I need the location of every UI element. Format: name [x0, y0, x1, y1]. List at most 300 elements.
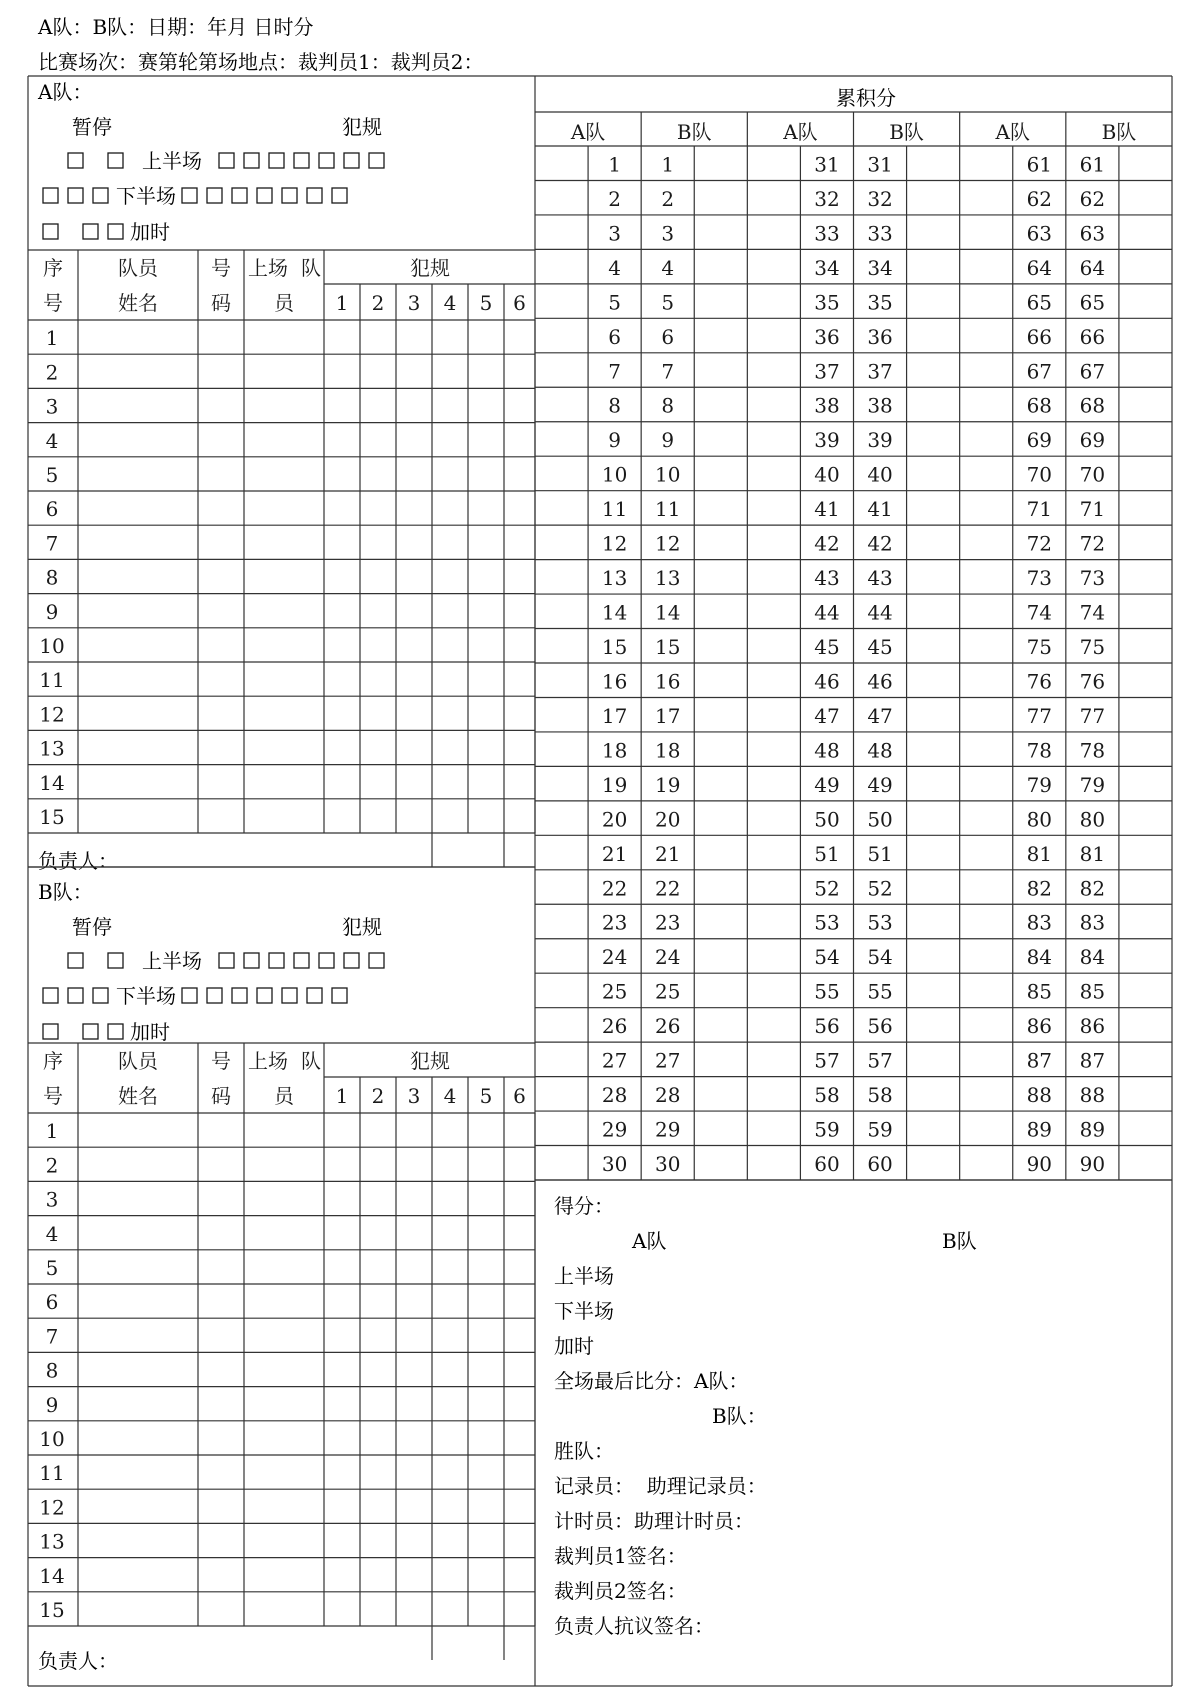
timeout-checkbox[interactable] — [93, 188, 108, 203]
running-score-b-number: 27 — [654, 1048, 681, 1073]
running-score-a-number: 55 — [814, 979, 840, 1004]
foul-checkbox[interactable] — [219, 153, 234, 168]
foul-number-header: 6 — [513, 1084, 526, 1108]
running-score-b-number: 78 — [1079, 738, 1106, 763]
number-header-top: 号 — [211, 1049, 231, 1073]
running-score-b-number: 17 — [654, 703, 681, 728]
running-score-b-number: 33 — [867, 221, 893, 246]
player-row-number: 4 — [45, 428, 59, 453]
team-b-section — [38, 880, 526, 1673]
running-score-b-number: 51 — [867, 841, 893, 866]
running-score-b-number: 34 — [867, 255, 893, 280]
running-score-a-number: 79 — [1026, 772, 1053, 797]
running-score-a-number: 27 — [601, 1048, 628, 1073]
timeout-checkbox[interactable] — [108, 953, 123, 968]
running-score-a-number: 4 — [608, 255, 621, 280]
running-score-b-number: 56 — [867, 1014, 893, 1039]
summary-protest-sign: 负责人抗议签名： — [554, 1614, 714, 1638]
summary-overtime: 加时 — [554, 1334, 594, 1358]
team-a-second-half-label: 下半场 — [116, 184, 176, 208]
running-score-b-number: 6 — [661, 324, 675, 349]
running-score-a-number: 60 — [814, 1152, 840, 1176]
team-a-manager-label: 负责人： — [38, 849, 118, 873]
player-row-number: 2 — [45, 360, 59, 385]
running-score-a-number: 85 — [1026, 979, 1053, 1004]
team-b-manager-label: 负责人： — [38, 1649, 118, 1673]
foul-checkbox[interactable] — [232, 188, 247, 203]
running-score-b-number: 26 — [654, 1014, 681, 1039]
running-score-a-number: 73 — [1026, 566, 1053, 591]
player-row-number: 10 — [39, 634, 65, 658]
timeout-checkbox[interactable] — [68, 188, 83, 203]
team-header: 队 — [301, 256, 321, 280]
running-score-b-number: 70 — [1079, 462, 1106, 487]
running-score-b-number: 71 — [1079, 497, 1106, 522]
running-score-a-number: 86 — [1026, 1014, 1053, 1039]
running-score-b-number: 9 — [661, 428, 675, 453]
player-row-number: 11 — [39, 668, 65, 693]
running-score-a-number: 18 — [601, 738, 628, 763]
foul-number-header: 3 — [407, 1084, 421, 1108]
running-score-a-number: 38 — [814, 393, 840, 418]
running-score-a-number: 67 — [1026, 359, 1053, 384]
name-header-top: 队员 — [118, 256, 158, 280]
running-score-a-number: 68 — [1026, 393, 1053, 418]
running-score-a-number: 11 — [601, 497, 628, 522]
player-row-number: 4 — [45, 1221, 59, 1246]
running-score-b-number: 14 — [654, 600, 681, 625]
running-score-a-number: 26 — [601, 1014, 628, 1039]
running-score-b-number: 50 — [867, 807, 893, 832]
running-score-b-number: 54 — [867, 945, 893, 970]
timeout-checkbox[interactable] — [68, 988, 83, 1003]
fouls-header: 犯规 — [410, 256, 450, 280]
player-row-number: 6 — [45, 1290, 59, 1315]
foul-number-header: 5 — [479, 1084, 493, 1108]
running-score-b-number: 21 — [654, 841, 681, 866]
player-row-number: 2 — [45, 1153, 59, 1178]
running-score-col-header: B队 — [676, 120, 712, 144]
running-score-a-number: 82 — [1026, 876, 1053, 901]
running-score-a-number: 31 — [814, 152, 840, 177]
running-score-a-number: 2 — [608, 186, 621, 211]
running-score-b-number: 66 — [1079, 324, 1106, 349]
name-header-top: 队员 — [118, 1049, 158, 1073]
running-score-a-number: 24 — [601, 945, 628, 970]
team-b-second-half-label: 下半场 — [116, 984, 176, 1008]
foul-checkbox[interactable] — [344, 953, 359, 968]
summary-team-a: A队 — [632, 1229, 667, 1253]
header-line-match-info: 比赛场次：赛第轮第场地点：裁判员1：裁判员2： — [38, 50, 484, 74]
running-score-a-number: 17 — [601, 703, 628, 728]
running-score-a-number: 20 — [601, 807, 628, 832]
foul-checkbox[interactable] — [257, 188, 272, 203]
foul-checkbox[interactable] — [269, 953, 284, 968]
running-score-b-number: 87 — [1079, 1048, 1106, 1073]
summary-referee2-sign: 裁判员2签名： — [554, 1579, 687, 1603]
running-score-a-number: 8 — [608, 393, 621, 418]
running-score-b-number: 47 — [867, 703, 893, 728]
running-score-a-number: 87 — [1026, 1048, 1053, 1073]
foul-number-header: 2 — [371, 291, 385, 315]
running-score-a-number: 46 — [814, 669, 840, 694]
running-score-b-number: 18 — [654, 738, 681, 763]
running-score-b-number: 38 — [867, 393, 893, 418]
player-row-number: 13 — [39, 736, 65, 761]
running-score-b-number: 8 — [661, 393, 675, 418]
foul-number-header: 1 — [335, 1084, 349, 1108]
foul-number-header: 6 — [513, 291, 526, 315]
running-score-a-number: 10 — [601, 462, 628, 487]
foul-checkbox[interactable] — [369, 153, 384, 168]
running-score-b-number: 19 — [654, 772, 681, 797]
running-score-b-number: 35 — [867, 290, 893, 315]
running-score-b-number: 64 — [1079, 255, 1106, 280]
summary-final-a: 全场最后比分：A队： — [554, 1369, 749, 1393]
running-score-b-number: 59 — [867, 1117, 893, 1142]
number-header-bottom: 码 — [211, 291, 231, 315]
running-score-a-number: 69 — [1026, 428, 1053, 453]
foul-checkbox[interactable] — [307, 188, 322, 203]
running-score-b-number: 53 — [867, 910, 893, 935]
summary-score-label: 得分： — [554, 1194, 614, 1218]
running-score-a-number: 74 — [1026, 600, 1053, 625]
foul-number-header: 5 — [479, 291, 493, 315]
player-row-number: 11 — [39, 1461, 65, 1486]
running-score-b-number: 89 — [1079, 1117, 1106, 1142]
running-score-a-number: 89 — [1026, 1117, 1053, 1142]
running-score-a-number: 90 — [1026, 1152, 1053, 1176]
running-score-b-number: 7 — [661, 359, 675, 384]
foul-checkbox[interactable] — [207, 988, 222, 1003]
running-score-a-number: 72 — [1026, 531, 1053, 556]
running-score-b-number: 74 — [1079, 600, 1106, 625]
foul-checkbox[interactable] — [244, 953, 259, 968]
running-score-a-number: 41 — [814, 497, 840, 522]
foul-number-header: 3 — [407, 291, 421, 315]
player-row-number: 14 — [39, 770, 65, 795]
running-score-b-number: 55 — [867, 979, 893, 1004]
running-score-col-header: A队 — [570, 120, 606, 144]
foul-checkbox[interactable] — [182, 188, 197, 203]
running-score-a-number: 47 — [814, 703, 840, 728]
running-score-b-number: 72 — [1079, 531, 1106, 556]
running-score-col-header: A队 — [783, 120, 818, 144]
team-a-overtime-label: 加时 — [130, 220, 170, 244]
foul-checkbox[interactable] — [207, 188, 222, 203]
player-row-number: 9 — [45, 599, 59, 624]
player-row-number: 15 — [39, 1598, 65, 1622]
name-header-bottom: 姓名 — [118, 1084, 158, 1108]
running-score-b-number: 42 — [867, 531, 893, 556]
running-score-a-number: 66 — [1026, 324, 1053, 349]
player-row-number: 10 — [39, 1427, 65, 1451]
running-score-a-number: 49 — [814, 772, 840, 797]
running-score-a-number: 3 — [608, 221, 621, 246]
running-score-b-number: 29 — [654, 1117, 681, 1142]
running-score-b-number: 30 — [654, 1152, 681, 1176]
team-a-player-table — [39, 256, 526, 829]
running-score-a-number: 15 — [601, 635, 628, 659]
foul-checkbox[interactable] — [282, 988, 297, 1003]
team-a-tally-checkboxes — [43, 153, 384, 239]
foul-checkbox[interactable] — [294, 953, 309, 968]
foul-number-header: 4 — [443, 1084, 457, 1108]
seq-header-top: 序 — [43, 1049, 63, 1073]
running-score-col-header: B队 — [1101, 120, 1137, 144]
fouls-header: 犯规 — [410, 1049, 450, 1073]
number-header-bottom: 码 — [211, 1084, 231, 1108]
number-header-top: 号 — [211, 256, 231, 280]
timeout-checkbox[interactable] — [83, 1024, 98, 1039]
seq-header-top: 序 — [43, 256, 63, 280]
running-score-a-number: 76 — [1026, 669, 1053, 694]
player-row-number: 5 — [45, 463, 59, 487]
running-score-b-number: 22 — [654, 876, 681, 901]
running-score-b-number: 13 — [654, 566, 681, 591]
foul-checkbox[interactable] — [332, 188, 347, 203]
running-score-b-number: 49 — [867, 772, 893, 797]
timeout-checkbox[interactable] — [108, 153, 123, 168]
running-score-a-number: 50 — [814, 807, 840, 832]
foul-checkbox[interactable] — [219, 953, 234, 968]
player-row-number: 7 — [45, 531, 59, 556]
running-score-a-number: 71 — [1026, 497, 1053, 522]
running-score-b-number: 41 — [867, 497, 893, 522]
timeout-checkbox[interactable] — [108, 1024, 123, 1039]
team-b-first-half-label: 上半场 — [142, 949, 202, 973]
running-score-b-number: 68 — [1079, 393, 1106, 418]
foul-checkbox[interactable] — [257, 988, 272, 1003]
running-score-a-number: 78 — [1026, 738, 1053, 763]
team-a-first-half-label: 上半场 — [142, 149, 202, 173]
running-score-a-number: 54 — [814, 945, 840, 970]
running-score-b-number: 15 — [654, 635, 681, 659]
player-row-number: 8 — [45, 1358, 59, 1383]
team-a-foul-label: 犯规 — [342, 115, 382, 139]
team-b-foul-label: 犯规 — [342, 915, 382, 939]
running-score-title: 累积分 — [836, 86, 896, 110]
onfield-header-bottom: 员 — [274, 291, 294, 315]
summary-final-b: B队： — [712, 1404, 767, 1428]
player-row-number: 13 — [39, 1529, 65, 1554]
running-score-a-number: 77 — [1026, 703, 1053, 728]
running-score-b-number: 63 — [1079, 221, 1106, 246]
running-score-a-number: 40 — [814, 462, 840, 487]
running-score-a-number: 88 — [1026, 1083, 1053, 1108]
team-b-overtime-label: 加时 — [130, 1020, 170, 1044]
player-row-number: 14 — [39, 1563, 65, 1588]
timeout-checkbox[interactable] — [43, 988, 58, 1003]
timeout-checkbox[interactable] — [68, 153, 83, 168]
running-score-b-number: 25 — [654, 979, 681, 1004]
team-b-player-table — [39, 1049, 526, 1622]
running-score-a-number: 64 — [1026, 255, 1053, 280]
player-row-number: 1 — [45, 1119, 59, 1144]
foul-checkbox[interactable] — [332, 988, 347, 1003]
running-score-a-number: 9 — [608, 428, 621, 453]
running-score-b-number: 36 — [867, 324, 893, 349]
team-a-section — [37, 80, 526, 873]
running-score-a-number: 51 — [814, 841, 840, 866]
running-score-b-number: 69 — [1079, 428, 1106, 453]
running-score-a-number: 36 — [814, 324, 840, 349]
running-score-a-number: 14 — [601, 600, 628, 625]
running-score-b-number: 37 — [867, 359, 893, 384]
team-a-label: A队： — [38, 80, 93, 104]
running-score-col-header: A队 — [995, 120, 1030, 144]
onfield-header-top: 上场 — [248, 256, 288, 280]
running-score-a-number: 13 — [601, 566, 628, 591]
running-score-a-number: 83 — [1026, 910, 1053, 935]
foul-checkbox[interactable] — [369, 953, 384, 968]
timeout-checkbox[interactable] — [68, 953, 83, 968]
timeout-checkbox[interactable] — [83, 224, 98, 239]
running-score-b-number: 10 — [654, 462, 681, 487]
running-score-b-number: 23 — [654, 910, 681, 935]
running-score-a-number: 48 — [814, 738, 840, 763]
running-score-a-number: 39 — [814, 428, 840, 453]
running-score-a-number: 44 — [814, 600, 840, 625]
team-b-tally-checkboxes — [43, 953, 384, 1039]
running-score-a-number: 25 — [601, 979, 628, 1004]
running-score-a-number: 42 — [814, 531, 840, 556]
running-score-b-number: 45 — [867, 635, 893, 659]
running-score-a-number: 37 — [814, 359, 840, 384]
timeout-checkbox[interactable] — [43, 188, 58, 203]
player-row-number: 5 — [45, 1256, 59, 1280]
running-score-b-number: 43 — [867, 566, 893, 591]
running-score-a-number: 7 — [608, 359, 621, 384]
onfield-header-bottom: 员 — [274, 1084, 294, 1108]
foul-checkbox[interactable] — [269, 153, 284, 168]
running-score-b-number: 80 — [1079, 807, 1106, 832]
header-line-teams-date: A队：B队：日期：年月 日时分 — [38, 15, 314, 39]
running-score-b-number: 24 — [654, 945, 681, 970]
running-score-a-number: 6 — [608, 324, 621, 349]
foul-number-header: 1 — [335, 291, 349, 315]
running-score-b-number: 48 — [867, 738, 893, 763]
player-row-number: 6 — [45, 497, 59, 522]
running-score-b-number: 76 — [1079, 669, 1106, 694]
running-score-b-number: 73 — [1079, 566, 1106, 591]
running-score-b-number: 77 — [1079, 703, 1106, 728]
timeout-checkbox[interactable] — [43, 1024, 58, 1039]
running-score-b-number: 1 — [661, 152, 675, 177]
seq-header-bottom: 号 — [43, 1084, 63, 1108]
running-score-a-number: 63 — [1026, 221, 1053, 246]
foul-checkbox[interactable] — [344, 153, 359, 168]
player-row-number: 8 — [45, 565, 59, 590]
summary-timer: 计时员：助理计时员： — [554, 1509, 754, 1533]
running-score-a-number: 12 — [601, 531, 628, 556]
running-score-b-number: 2 — [661, 186, 675, 211]
running-score-col-header: B队 — [889, 120, 924, 144]
running-score-a-number: 29 — [601, 1117, 628, 1142]
running-score-b-number: 60 — [867, 1152, 893, 1176]
summary-team-b: B队 — [942, 1229, 977, 1253]
running-score-b-number: 11 — [654, 497, 681, 522]
foul-checkbox[interactable] — [282, 188, 297, 203]
running-score-a-number: 59 — [814, 1117, 840, 1142]
running-score-a-number: 84 — [1026, 945, 1053, 970]
summary-first-half: 上半场 — [554, 1264, 614, 1288]
running-score-b-number: 46 — [867, 669, 893, 694]
player-row-number: 3 — [45, 1187, 59, 1212]
running-score-a-number: 32 — [814, 186, 840, 211]
running-score-b-number: 75 — [1079, 635, 1106, 659]
running-score-a-number: 35 — [814, 290, 840, 315]
running-score-b-number: 83 — [1079, 910, 1106, 935]
summary-panel — [554, 1194, 977, 1638]
running-score-a-number: 21 — [601, 841, 628, 866]
running-score-a-number: 75 — [1026, 635, 1053, 659]
timeout-checkbox[interactable] — [108, 224, 123, 239]
running-score-b-number: 82 — [1079, 876, 1106, 901]
running-score-a-number: 45 — [814, 635, 840, 659]
running-score-b-number: 20 — [654, 807, 681, 832]
running-score-a-number: 19 — [601, 772, 628, 797]
running-score-b-number: 40 — [867, 462, 893, 487]
summary-referee1-sign: 裁判员1签名： — [554, 1544, 687, 1568]
foul-checkbox[interactable] — [182, 988, 197, 1003]
foul-checkbox[interactable] — [307, 988, 322, 1003]
player-row-number: 3 — [45, 394, 59, 419]
foul-checkbox[interactable] — [244, 153, 259, 168]
running-score-a-number: 5 — [608, 290, 621, 315]
foul-checkbox[interactable] — [232, 988, 247, 1003]
running-score-b-number: 79 — [1079, 772, 1106, 797]
player-row-number: 1 — [45, 326, 59, 351]
running-score-a-number: 70 — [1026, 462, 1053, 487]
running-score-b-number: 58 — [867, 1083, 893, 1108]
onfield-header-top: 上场 — [248, 1049, 288, 1073]
foul-checkbox[interactable] — [319, 953, 334, 968]
foul-checkbox[interactable] — [294, 153, 309, 168]
running-score-a-number: 43 — [814, 566, 840, 591]
running-score-a-number: 65 — [1026, 290, 1053, 315]
timeout-checkbox[interactable] — [43, 224, 58, 239]
running-score-b-number: 61 — [1079, 152, 1106, 177]
running-score-b-number: 67 — [1079, 359, 1106, 384]
foul-checkbox[interactable] — [319, 153, 334, 168]
running-score-b-number: 28 — [654, 1083, 681, 1108]
running-score-a-number: 62 — [1026, 186, 1053, 211]
running-score-b-number: 39 — [867, 428, 893, 453]
running-score-b-number: 90 — [1079, 1152, 1106, 1176]
running-score-b-number: 12 — [654, 531, 681, 556]
team-b-timeout-label: 暂停 — [72, 915, 112, 939]
player-row-number: 12 — [39, 702, 65, 727]
seq-header-bottom: 号 — [43, 291, 63, 315]
running-score-b-number: 65 — [1079, 290, 1106, 315]
player-row-number: 15 — [39, 805, 65, 829]
running-score-b-number: 81 — [1079, 841, 1106, 866]
team-header: 队 — [301, 1049, 321, 1073]
running-score-a-number: 80 — [1026, 807, 1053, 832]
running-score-a-number: 22 — [601, 876, 628, 901]
running-score-a-number: 23 — [601, 910, 628, 935]
timeout-checkbox[interactable] — [93, 988, 108, 1003]
running-score-a-number: 16 — [601, 669, 628, 694]
running-score-b-number: 4 — [661, 255, 675, 280]
running-score-a-number: 58 — [814, 1083, 840, 1108]
running-score-a-number: 30 — [601, 1152, 628, 1176]
running-score-a-number: 53 — [814, 910, 840, 935]
running-score-b-number: 16 — [654, 669, 681, 694]
running-score-a-number: 56 — [814, 1014, 840, 1039]
running-score-b-number: 86 — [1079, 1014, 1106, 1039]
